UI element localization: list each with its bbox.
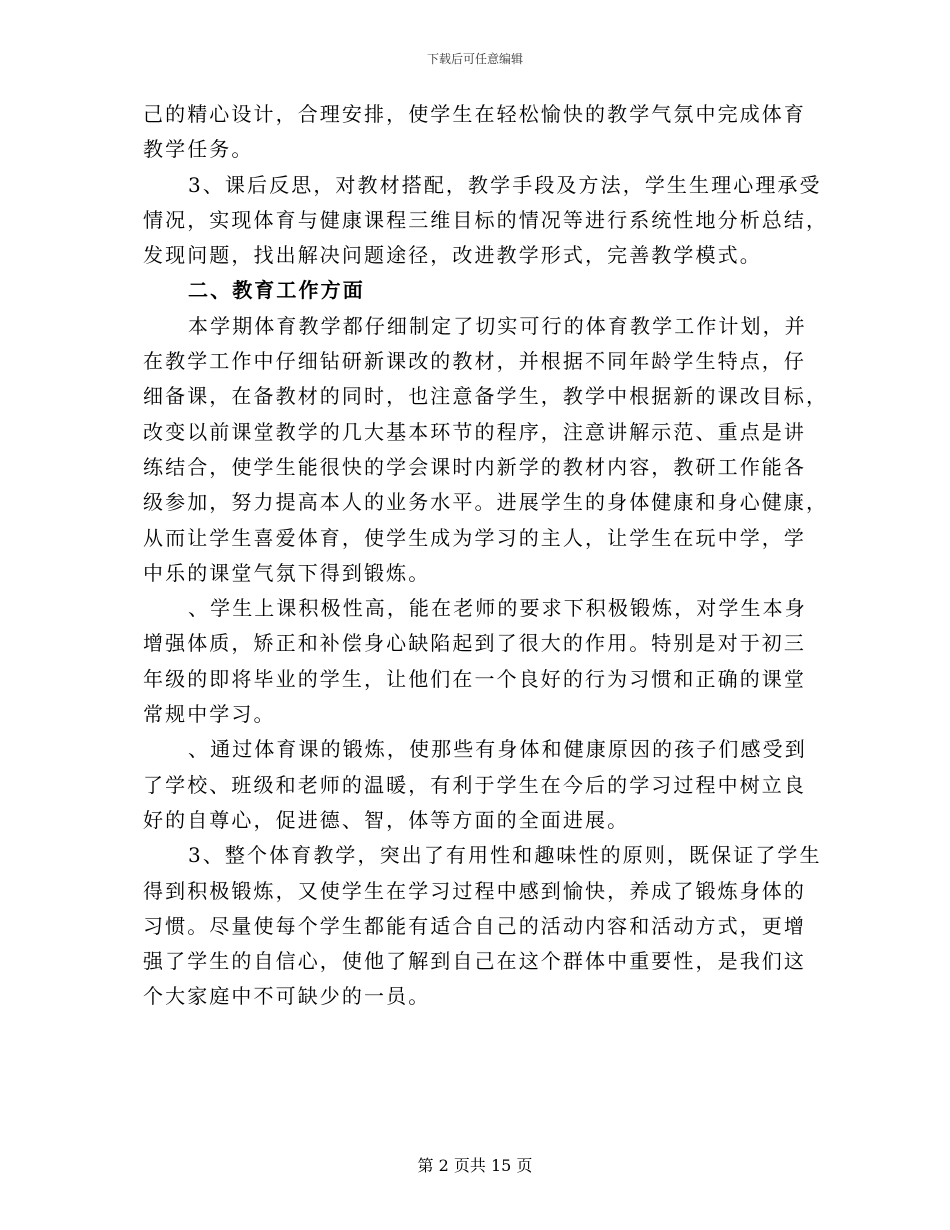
heading-text: 二、教育工作方面 <box>188 278 365 303</box>
paragraph-whole-teaching <box>143 838 822 1014</box>
text-line: 细备课，在备教材的同时，也注意备学生，教学中根据新的课改目标， <box>143 384 829 409</box>
paragraph-continuation <box>143 97 808 168</box>
page-footer: 第 2 页共 15 页 <box>417 1156 533 1175</box>
text-line: 、学生上课积极性高，能在老师的要求下积极锻炼，对学生本身 <box>188 596 807 621</box>
text-line: 、通过体育课的锻炼，使那些有身体和健康原因的孩子们感受到 <box>188 737 807 762</box>
text-line: 从而让学生喜爱体育，使学生成为学习的主人，让学生在玩中学，学 <box>143 525 806 550</box>
text-line: 了学校、班级和老师的温暖，有利于学生在今后的学习过程中树立良 <box>143 772 806 797</box>
text-line: 改变以前课堂教学的几大基本环节的程序，注意讲解示范、重点是讲 <box>143 419 806 444</box>
paragraph-teaching-plan <box>143 309 829 591</box>
paragraph-reflection <box>143 168 829 274</box>
paragraph-student-enthusiasm <box>143 591 808 732</box>
text-line: 习惯。尽量使每个学生都能有适合自己的活动内容和活动方式，更增 <box>143 913 806 938</box>
text-line: 教学任务。 <box>143 137 254 162</box>
text-line: 在教学工作中仔细钻研新课改的教材，并根据不同年龄学生特点，仔 <box>143 349 806 374</box>
text-line: 中乐的课堂气氛下得到锻炼。 <box>143 560 431 585</box>
text-line: 3、整个体育教学，突出了有用性和趣味性的原则，既保证了学生 <box>188 843 822 868</box>
text-line: 己的精心设计，合理安排，使学生在轻松愉快的教学气氛中完成体育 <box>143 102 806 126</box>
document-body <box>143 97 829 1015</box>
text-line: 本学期体育教学都仔细制定了切实可行的体育教学工作计划，并 <box>188 313 807 338</box>
paragraph-pe-training <box>143 732 808 838</box>
page-header: 下载后可任意编辑 <box>426 52 523 66</box>
text-line: 得到积极锻炼，又使学生在学习过程中感到愉快，养成了锻炼身体的 <box>143 878 806 903</box>
text-line: 增强体质，矫正和补偿身心缺陷起到了很大的作用。特别是对于初三 <box>143 631 806 656</box>
text-line: 个大家庭中不可缺少的一员。 <box>143 984 431 1009</box>
text-line: 年级的即将毕业的学生，让他们在一个良好的行为习惯和正确的课堂 <box>143 666 806 691</box>
text-line: 级参加，努力提高本人的业务水平。进展学生的身体健康和身心健康， <box>143 490 829 515</box>
text-line: 练结合，使学生能很快的学会课时内新学的教材内容，教研工作能各 <box>143 454 806 479</box>
text-line: 常规中学习。 <box>143 702 276 727</box>
text-line: 好的自尊心，促进德、智，体等方面的全面进展。 <box>143 807 630 832</box>
section-heading <box>143 273 808 308</box>
text-line: 3、课后反思，对教材搭配，教学手段及方法，学生生理心理承受 <box>188 172 822 197</box>
text-line: 发现问题，找出解决问题途径，改进教学形式，完善教学模式。 <box>143 243 762 268</box>
text-line: 情况，实现体育与健康课程三维目标的情况等进行系统性地分析总结， <box>143 207 829 232</box>
text-line: 强了学生的自信心，使他了解到自己在这个群体中重要性，是我们这 <box>143 949 806 974</box>
